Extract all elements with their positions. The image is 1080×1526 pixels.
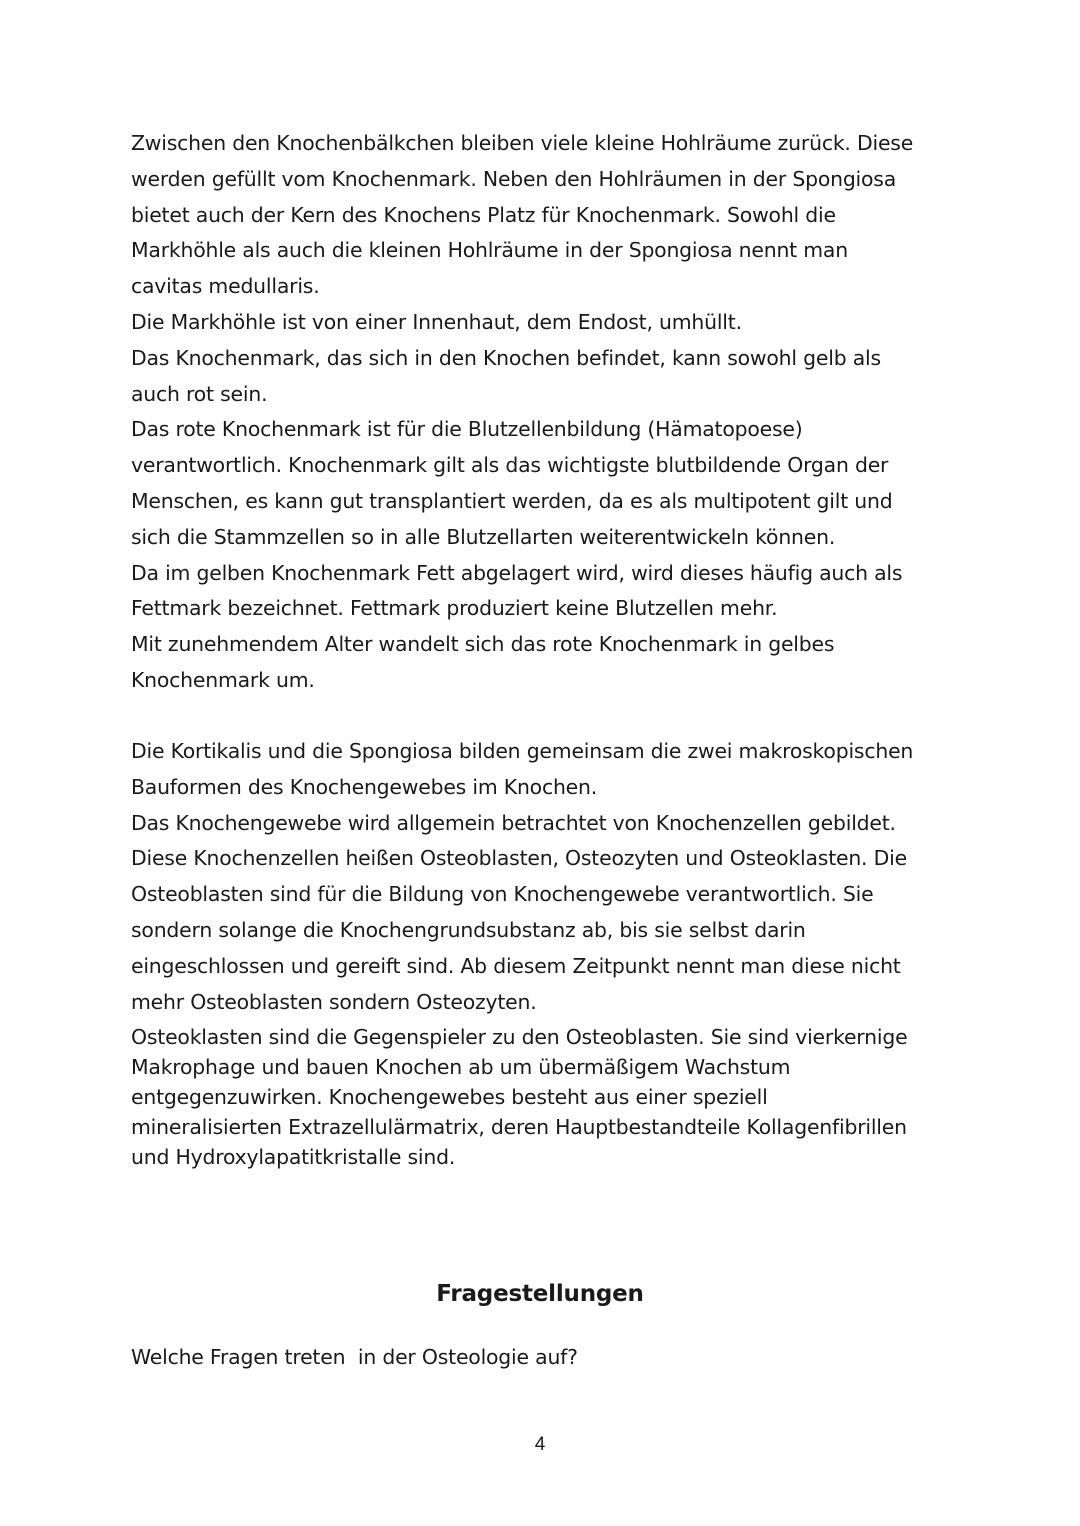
text-line: bietet auch der Kern des Knochens Platz für Knochenmark. Sowohl die (131, 202, 836, 227)
section-heading: Fragestellungen (436, 1281, 644, 1307)
text-line: Osteoblasten sind für die Bildung von Knochengewebe verantwortlich. Sie (131, 882, 874, 907)
text-line: entgegenzuwirken. Knochengewebes besteht aus einer speziell (131, 1085, 768, 1109)
paragraph-bone-marrow (131, 126, 961, 699)
text-line: Menschen, es kann gut transplantiert werden, da es als multipotent gilt und (131, 488, 893, 513)
text-line: Diese Knochenzellen heißen Osteoblasten, Osteozyten und Osteoklasten. Die (131, 846, 907, 871)
text-line: sich die Stammzellen so in alle Blutzellarten weiterentwickeln können. (131, 524, 836, 549)
paragraph-osteoclasts (131, 1022, 961, 1172)
text-line: auch rot sein. (131, 381, 268, 406)
text-line: Fettmark bezeichnet. Fettmark produziert keine Blutzellen mehr. (131, 596, 778, 621)
text-line: Die Markhöhle ist von einer Innenhaut, dem Endost, umhüllt. (131, 309, 742, 334)
page-number: 4 (534, 1434, 546, 1455)
text-line: cavitas medullaris. (131, 274, 320, 299)
text-line: Osteoklasten sind die Gegenspieler zu den Osteoblasten. Sie sind vierkernige (131, 1025, 908, 1049)
text-line: Das rote Knochenmark ist für die Blutzellenbildung (Hämatopoese) (131, 417, 803, 442)
paragraph-bone-tissue (131, 734, 961, 1020)
text-line: verantwortlich. Knochenmark gilt als das wichtigste blutbildende Organ der (131, 453, 889, 478)
text-line: mineralisierten Extrazellulärmatrix, deren Hauptbestandteile Kollagenfibrillen (131, 1115, 907, 1139)
text-line: eingeschlossen und gereift sind. Ab diesem Zeitpunkt nennt man diese nicht (131, 953, 901, 978)
text-line: Die Kortikalis und die Spongiosa bilden gemeinsam die zwei makroskopischen (131, 739, 914, 763)
text-line: Knochenmark um. (131, 667, 315, 692)
text-line: mehr Osteoblasten sondern Osteozyten. (131, 989, 537, 1014)
text-line: Da im gelben Knochenmark Fett abgelagert wird, wird dieses häufig auch als (131, 560, 903, 585)
text-line: Bauformen des Knochengewebes im Knochen. (131, 774, 598, 799)
text-line: Makrophage und bauen Knochen ab um übermäßigem Wachstum (131, 1055, 791, 1079)
text-line: Markhöhle als auch die kleinen Hohlräume in der Spongiosa nennt man (131, 238, 848, 263)
text-line: Mit zunehmendem Alter wandelt sich das rote Knochenmark in gelbes (131, 632, 835, 657)
question-text: Welche Fragen treten in der Osteologie auf? (131, 1345, 578, 1369)
text-line: Zwischen den Knochenbälkchen bleiben viele kleine Hohlräume zurück. Diese (131, 131, 914, 155)
text-line: werden gefüllt vom Knochenmark. Neben den Hohlräumen in der Spongiosa (131, 166, 897, 191)
text-line: Das Knochengewebe wird allgemein betrachtet von Knochenzellen gebildet. (131, 810, 896, 835)
text-line: Das Knochenmark, das sich in den Knochen befindet, kann sowohl gelb als (131, 345, 881, 370)
text-line: sondern solange die Knochengrundsubstanz ab, bis sie selbst darin (131, 917, 806, 942)
text-line: und Hydroxylapatitkristalle sind. (131, 1145, 456, 1169)
